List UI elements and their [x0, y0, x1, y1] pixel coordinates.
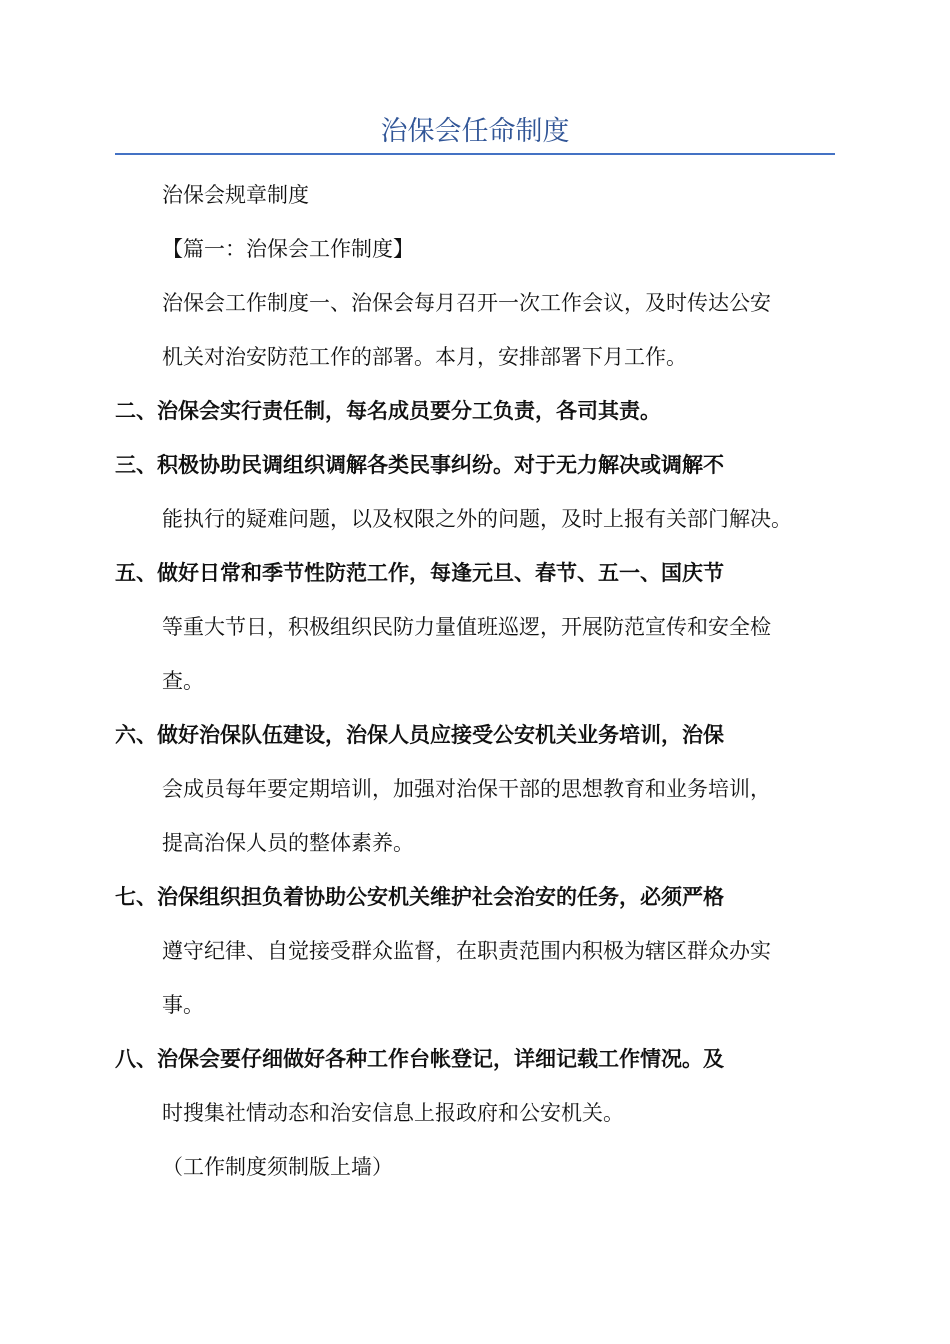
section-heading: 【篇一：治保会工作制度】	[162, 237, 414, 261]
paragraph-line: 事。	[162, 993, 204, 1017]
clause-heading: 三、积极协助民调组织调解各类民事纠纷。对于无力解决或调解不	[115, 453, 724, 477]
note-line: （工作制度须制版上墙）	[162, 1155, 393, 1179]
paragraph-line: 遵守纪律、自觉接受群众监督，在职责范围内积极为辖区群众办实	[162, 939, 771, 963]
title-underline	[115, 153, 835, 155]
document-title: 治保会任命制度	[380, 116, 570, 147]
paragraph-line: 时搜集社情动态和治安信息上报政府和公安机关。	[162, 1101, 624, 1125]
clause-heading: 六、做好治保队伍建设，治保人员应接受公安机关业务培训，治保	[115, 723, 724, 747]
clause-heading: 八、治保会要仔细做好各种工作台帐登记，详细记载工作情况。及	[115, 1047, 724, 1071]
paragraph-line: 治保会工作制度一、治保会每月召开一次工作会议，及时传达公安	[162, 291, 771, 315]
clause-heading: 二、治保会实行责任制，每名成员要分工负责，各司其责。	[115, 399, 661, 423]
paragraph-line: 查。	[162, 669, 204, 693]
clause-heading: 五、做好日常和季节性防范工作，每逢元旦、春节、五一、国庆节	[115, 561, 724, 585]
paragraph-line: 能执行的疑难问题，以及权限之外的问题，及时上报有关部门解决。	[162, 507, 792, 531]
paragraph-line: 会成员每年要定期培训，加强对治保干部的思想教育和业务培训，	[162, 777, 771, 801]
paragraph-line: 等重大节日，积极组织民防力量值班巡逻，开展防范宣传和安全检	[162, 615, 771, 639]
paragraph-line: 机关对治安防范工作的部署。本月，安排部署下月工作。	[162, 345, 687, 369]
clause-heading: 七、治保组织担负着协助公安机关维护社会治安的任务，必须严格	[115, 885, 724, 909]
paragraph-line: 提高治保人员的整体素养。	[162, 831, 414, 855]
subtitle-line: 治保会规章制度	[162, 183, 309, 207]
